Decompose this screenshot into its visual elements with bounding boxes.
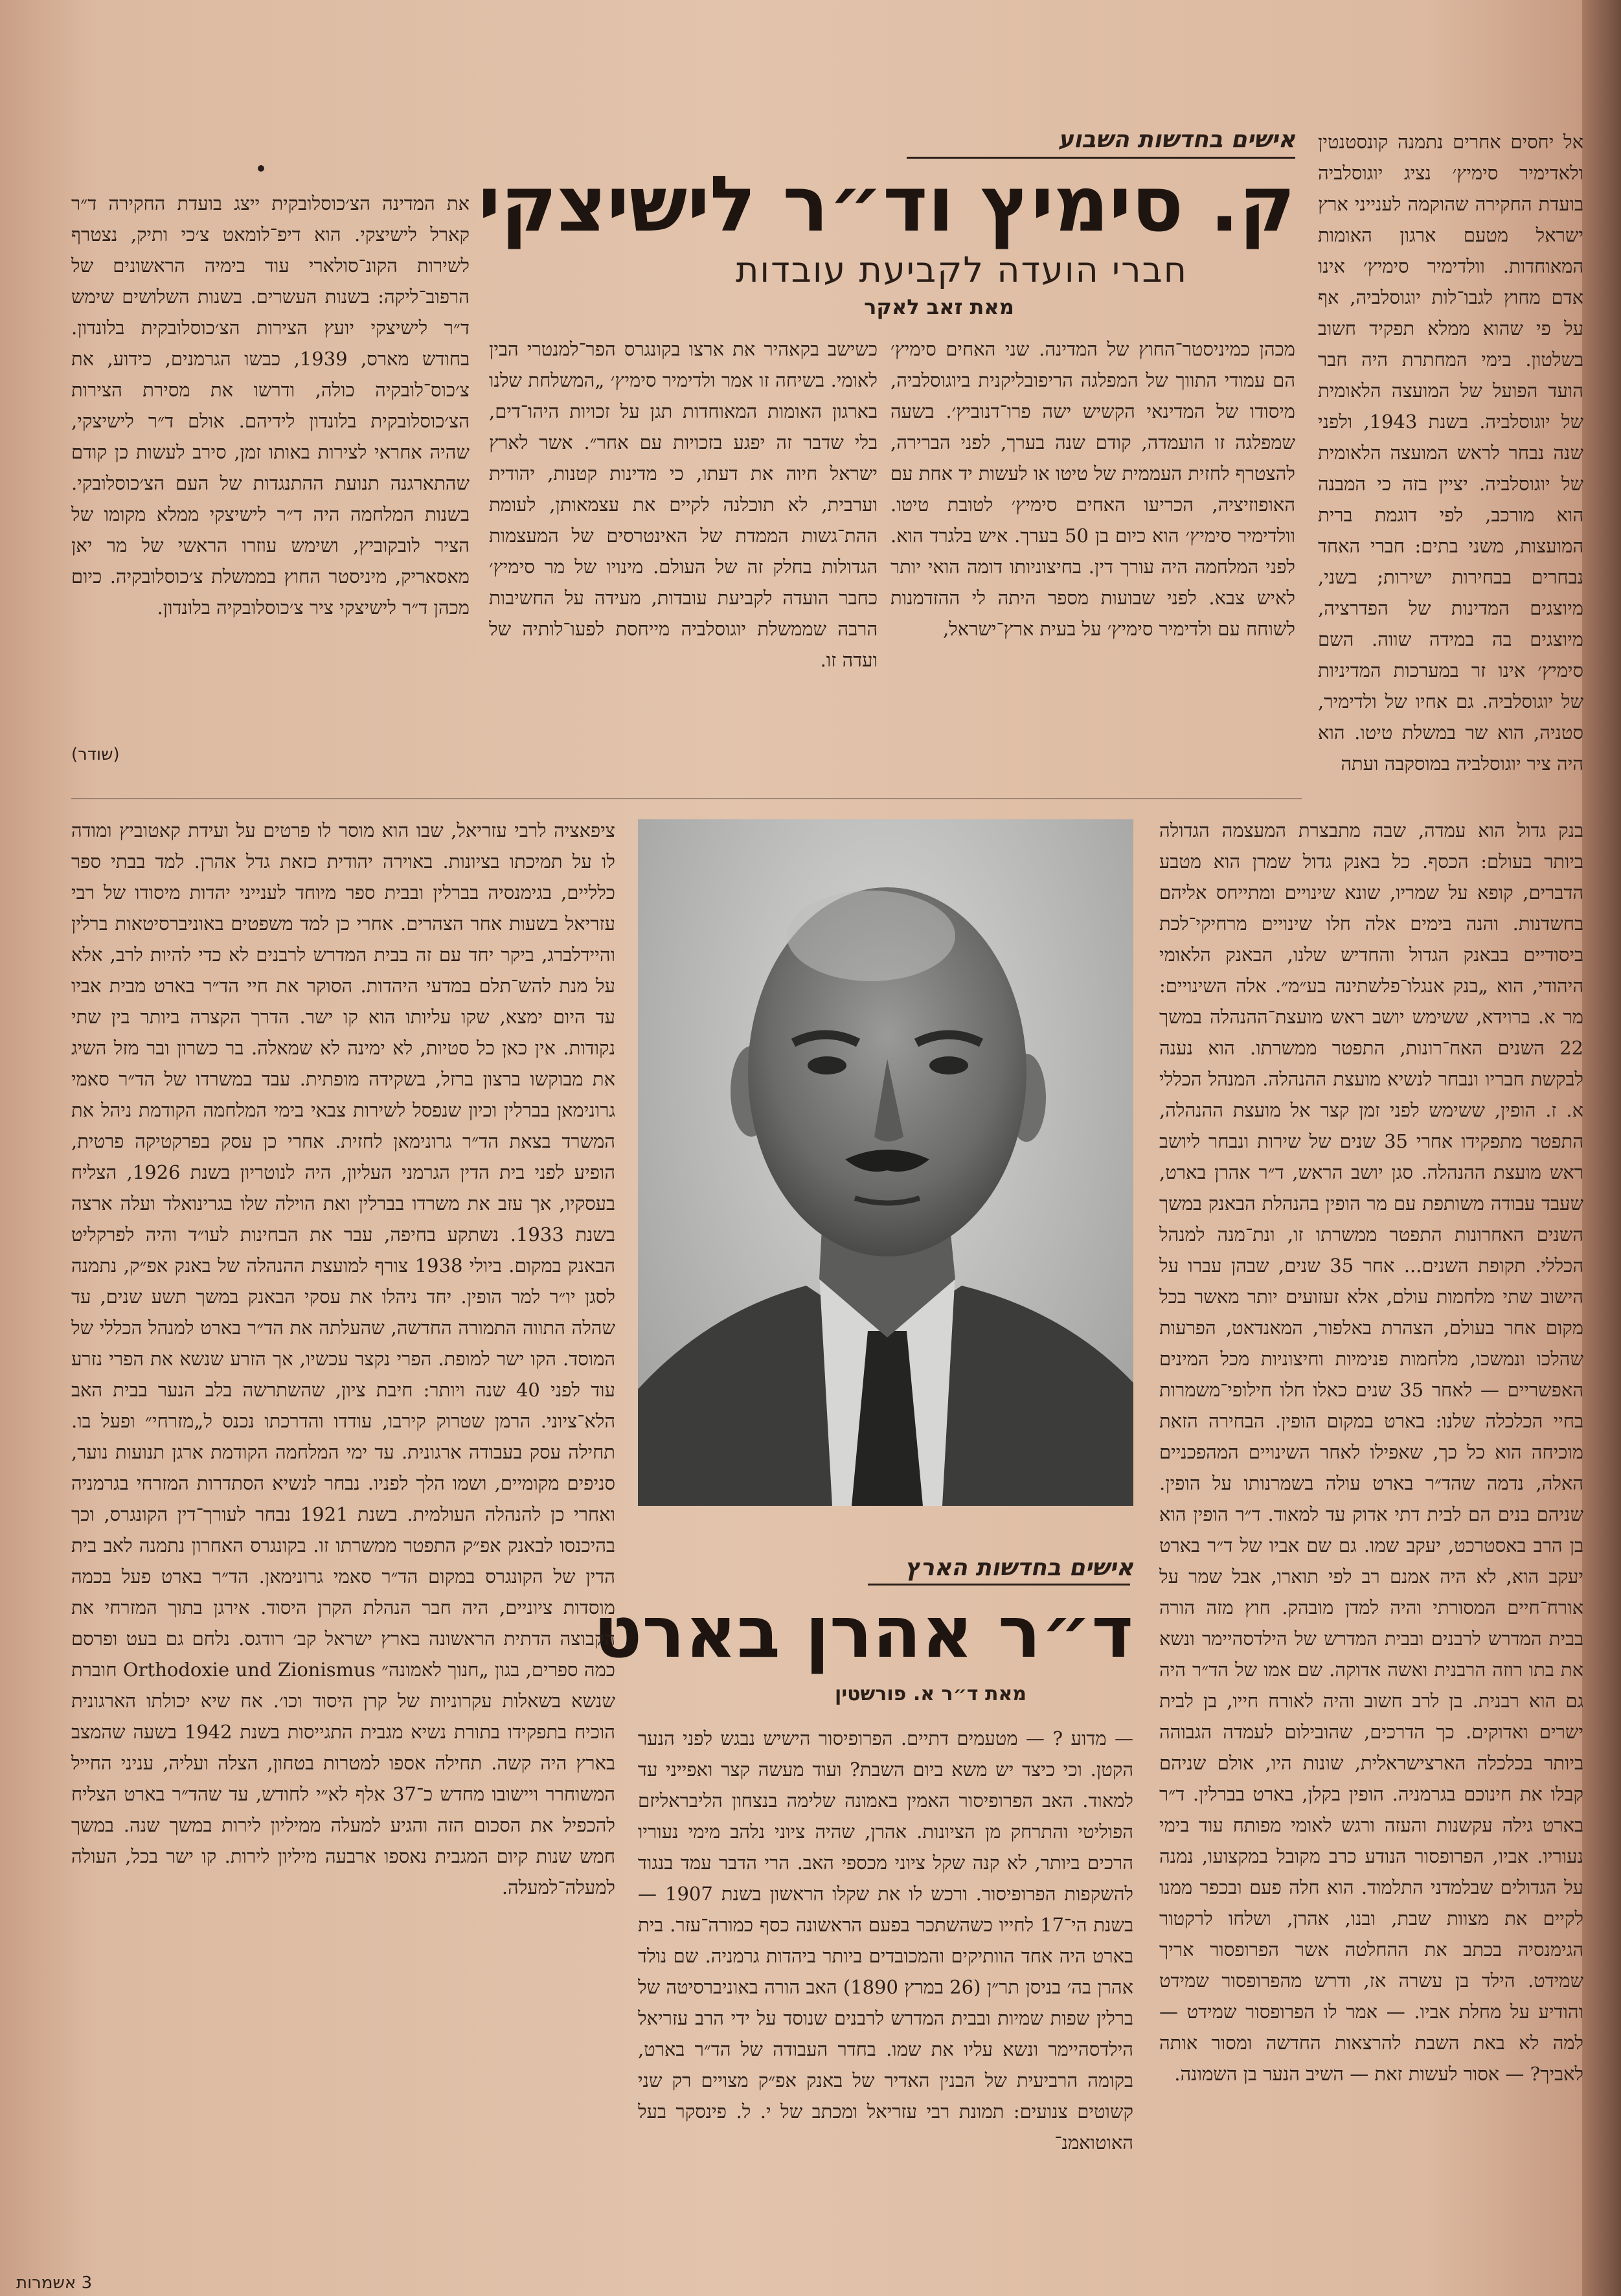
article1-credit: (שודר) (71, 745, 120, 764)
article2-headline: ד״ר אהרן בארט (593, 1591, 1133, 1674)
article1-headline: ק. סימיץ וד״ר לישיצקי (478, 159, 1295, 249)
portrait-photo-aharon-barth (638, 819, 1133, 1506)
article2-kicker-underline (868, 1584, 1130, 1586)
article2-column-right: בנק גדול הוא עמדה, שבה מתבצרת המעצמה הגדולה ביותר בעולם: הכסף. כל באנק גדול שמרן הוא מטבע הדברים, קופא על שמריו, שונא שינויים ומתייחס אליהם בחשדנות. והנה בימים אלה חלו שינויים מרחיקי־לכת ביסודיים בבאנק הגדול והחדיש שלנו, הבאנק הלאומי היהודי, הוא „בנק אנגלו־פלשתינה בע״מ״. אלה השינויים: מר א. ברוידא, ששימש יושב ראש מועצת־ההנהלה במשך 22 השנים האח־רונות, התפטר ממשרתו. הוא נענה לבקשת חבריו ונבחר לנשיא מועצת ההנהלה. המנהל הכללי א. ז. הופין, ששימש לפני זמן קצר אל מועצת ההנהלה, התפטר מתפקידו אחרי 35 שנים של שירות ונבחר ליושב ראש מועצת ההנהלה. סגן יושב הראש, ד״ר אהרן בארט, שעבד עבודה משותפת עם מר הופין בהנהלת הבאנק במשך השנים האחרונות התפטר ממשרתו זו, ונת־מנה למנהל הכללי. תקופת השנים... אחר 35 שנים, שבהן עברו על הישוב שתי מלחמות עולם, אלא זעזועים יותר מאשר בכל מקום אחר בעולם, הצהרת באלפור, המאנדאט, הפרעות שהלכו ונמשכו, מלחמות פנימיות וחיצוניות מכל המינים האפשריים — לאחר 35 שנים כאלו חלו חילופי־משמרות בחיי הכלכלה שלנו: בארט במקום הופין. הבחירה הזאת מוכיחה הוא כל כך, שאפילו לאחר השינויים המהפכניים האלה, נדמה שהד״ר בארט עולה בשמרנותו על הופין. שניהם בנים הם לבית דתי אדוק עד למאוד. ד״ר הופין הוא בן הרב באסטרכט, יעקב שמו. גם שם אביו של ד״ר בארט יעקב הוא, לא היה אמנם רב לפי תוארו, אבל שמר על אורח־חיים המסורתי והיה למדן מובהק. חוץ מזה הורה בבית המדרש לרבנים ובבית המדרש של הילדסהיימר ונשא את בתו רוזה הרבנית ואשה אדוקה. שם אמו של הד״ר היה גם הוא רבנית. בן לרב חשוב והיה לאורח חייו, בן לבית ישרים ואדוקים. כך הדרכים, שהובילום לעמדה הגבוהה ביותר בכלכלה הארצישראלית, שונות היו, אולם שניהם קבלו את חינוכם בגרמניה. הופין בקלן, בארט בברלין. ד״ר בארט גילה עקשנות והעזה ורגש לאומי מפותח עוד בימי נעוריו. אביו, הפרופסור הנודע כרב מקובל במקצועו, נמנה על הגדולים שבלמדני התלמוד. הוא חלה פעם ובכפר ממנו לקיים את מצוות שבת, ובנו, אהרן, ושלחו לרקטור הגימנסיה בכתב את ההחלטה אשר הפרופסור אריך שמידט. הילד בן עשרה אז, ודרש מהפרופסור שמידט והודיע על מחלת אביו. — אמר לו הפרופסור שמידט — למה לא באת השבת להרצאות החדשה ומסור אותה לאביך? — אסור לעשות זאת — השיב הנער בן השמונה. (1159, 819, 1583, 2085)
article1-column-right: מכהן כמיניסטר־החוץ של המדינה. שני האחים סימיץ׳ הם עמודי התווך של המפלגה הריפובליקנית ביוגוסלביה, מיסודו של המדינאי הקשיש ישה פרו־דנוביץ׳. בשעה שמפלגה זו הועמדה, קודם שנה בערך, לפני הברירה, להצטרף לחזית העממית של טיטו או לעשות יד אחת עם האופוזיציה, הכריעו האחים סימיץ׳ לטובת טיטו. וולדימיר סימיץ׳ הוא כיום בן 50 בערך. איש בלגרד הוא. לפני המלחמה היה עורך דין. בחיצוניותו דומה הואי יותר לאיש צבא. לפני שבועות מספר היתה לי ההזדמנות לשוחח עם ולדימיר סימיץ׳ על בעית ארץ־ישראל, (890, 338, 1295, 640)
article-divider (71, 798, 1302, 799)
article1-column-far-right: אל יחסים אחרים נתמנה קונסטנטין ולאדימיר סימיץ׳ נציג יוגוסלביה בועדת החקירה שהוקמה לענייני ארץ ישראל מטעם ארגון האומות המאוחדות. וולדימיר סימיץ׳ אינו אדם מחוץ לגבו־לות יוגוסלביה, אף על פי שהוא ממלא תפקיד חשוב בשלטון. בימי המחתרת היה חבר הועד הפועל של המועצה הלאומית של יוגוסלביה. בשנת 1943, ולפני שנה נבחר לראש המועצה הלאומית של יוגוסלביה. יציין בזה כי המבנה הוא מורכב, לפי דוגמת ברית המועצות, משני בתים: חברי האחד נבחרים בבחירות ישירות; בשני, מיוצגים המדינות של הפדרציה, מיוצגים בה במידה שווה. השם סימיץ׳ אינו זר במערכות המדיניות של יוגוסלביה. גם אחיו של ולדימיר, סטניה, הוא שר במשלת טיטו. הוא היה ציר יוגוסלביה במוסקבה ועתה (1318, 131, 1583, 775)
article1-kicker: אישים בחדשות השבוע (1058, 126, 1295, 153)
article2-kicker: אישים בחדשות הארץ (905, 1554, 1133, 1581)
article2-column-left: ציפאציה לרבי עזריאל, שבו הוא מוסר לו פרטים על ועידת קאטוביץ ומודה לו על תמיכתו בציונות. באוירה יהודית כזאת גדל אהרן. למד בבתי ספר כלליים, בגימנסיה בברלין ובבית ספר מיוחד לענייני יהדות מיסודו של רבי עזריאל בשעות אחר הצהרים. אחרי כן למד משפטים באוניברסיטאות ברלין והיידלברג, ביקר יחד עם זה בבית המדרש לרבנים לא כדי להיות לרב, אלא על מנת להש־תלם במדעי היהדות. הסוקר את חיי הד״ר בארט מבית אביו עד היום ימצא, שקו עליותו הוא קו ישר. הדרך הקצרה ביותר בין שתי נקודות. אין כאן כל סטיות, לא ימינה לא שמאלה. בר כשרון ובר מזל השיג את מבוקשו ברצון ברזל, בשקידה מופתית. עבד במשרדו של הד״ר סאמי גרונימאן בברלין וכיון שנפסל לשירות צבאי בימי המלחמה הקודמת ניהל את המשרד בצאת הד״ר גרונימאן לחזית. אחרי כן עסק בפרקטיקה פרטית, הופיע לפני בית הדין הגרמני העליון, היה לנוטריון בשנת 1926, הצליח בעסקיו, אך עזב את משרדו בברלין ואת הוילה שלו בגרינואלד ועלה ארצה בשנת 1933. נשתקע בחיפה, עבר את הבחינות לעו״ד והיה לפרקליט הבאנק במקום. ביולי 1938 צורף למועצת ההנהלה של באנק אפ״ק, נתמנה לסגן יו״ר למר הופין. יחד ניהלו את עסקי הבאנק במשך תשע שנים, עד שהלה התווה התמורה החדשה, שהעלתה את הד״ר בארט למנהל הכללי של המוסד. הקו ישר למופת. הפרי נקצר עכשיו, אך הזרע שנשא את הפרי נזרע עוד לפני 40 שנה ויותר: חיבת ציון, שהשתרשה בלב הנער בבית האב הלא־ציוני. הרמן שטרוק קירבו, עודדו והדרכתו נכנס ל„מזרחי״ ופעל בו. תחילה עסק בעבודה ארגונית. עד ימי המלחמה הקודמת ארגן תנועות נוער, סניפים מקומיים, ושמו הלך לפניו. נבחר לנשיא הסתדרות המזרחי בגרמניה ואחרי כן להנהלה העולמית. בשנת 1921 נבחר לעורך־דין הקונגרס, וכך בהיכנסו לבאנק אפ״ק התפטר ממשרתו זו. בקונגרס האחרון נתמנה לאב בית הדין של הקונגרס במקום הד״ר סאמי גרונימאן. הד״ר בארט פעל בכמה מוסדות ציוניים, היה חבר הנהלת הקרן היסוד. אירגן בתוך המזרחי את הקבוצה הדתית הראשונה בארץ ישראל קב׳ רודגס. נלחם גם בעט ופרסם כמה ספרים, בגון „חנוך לאמונה״ Orthodoxie und Zionismus חוברת שנשא בשאלות עקרוניות של קרן היסוד וכו׳. אח שיא יכולתו הארגונית הוכיח בתפקידו בתורת נשיא מגבית התגייסות בשנת 1942 בשעה שהמצב בארץ היה קשה. תחילה אספו למטרות בטחון, הצלה ועליה, עניני החייל המשוחרר ויישובו מחדש כ־37 אלף לא״י לחודש, עד שהד״ר בארט הצליח להכפיל את הסכום הזה והגיע למעלה ממיליון לירות במשך שנה. במשך חמש שנות קיום המגבית נאספו ארבעה מיליון לירות. קו ישר בכל, העולה למעלה־למעלה. (71, 819, 615, 1898)
portrait-illustration (638, 819, 1133, 1506)
article1-column-middle: כשישב בקאהיר את ארצו בקונגרס הפר־למנטרי הבין לאומי. בשיחה זו אמר ולדימיר סימיץ׳ „המשלחת שלנו בארגון האומות המאוחדות תגן על זכויות היהו־דים, בלי שדבר זה יפגע בזכויות עם אחר״. אשר לארץ ישראל חיוה את דעתו, כי מדינות קטנות, יהודית וערבית, לא תוכלנה לקיים את עצמאותן, לעומת ההת־גשות הממדת של האינטרסים של המעצמות הגדולות בחלק זה של העולם. מינויו של מר סימיץ׳ כחבר הועדה לקביעת עובדות, מעידה על החשיבות הרבה שממשלת יוגוסלביה מייחסת לפעו־לותיה של ועדה זו. (489, 338, 878, 671)
article1-byline: מאת זאב לאקר (864, 295, 1014, 319)
binding-spine (1582, 0, 1621, 2296)
article2-byline: מאת ד״ר א. פורשטין (835, 1683, 1026, 1705)
article1-column-left: את המדינה הצ׳כוסלובקית ייצג בועדת החקירה ד״ר קארל לישיצקי. הוא דיפ־לומאט צ׳כי ותיק, נצטרף לשירות הקונ־סולארי עוד בימיה הראשונים של הרפוב־ליקה: בשנות העשרים. בשנות השלושים שימש ד״ר לישיצקי יועץ הצירות הצ׳כוסלובקית בלונדון. בחודש מארס, 1939, כבשו הגרמנים, כידוע, את צ׳כוס־לובקיה כולה, ודרשו את מסירת הצירות הצ׳כוסלובקית בלונדון לידיהם. אולם ד״ר לישיצקי, שהיה אחראי לצירות באותו זמן, סירב לעשות כן קודם שהתארגנה תנועת ההתנגדות של העם הצ׳כוסלובקי. בשנות המלחמה היה ד״ר לישיצקי ממלא מקומו של הציר לובקוביץ, ושימש עוזרו הראשי של מר יאן מאסאריק, מיניסטר החוץ בממשלת צ׳כוסלובקיה. כיום מכהן ד״ר לישיצקי ציר צ׳כוסלובקיה בלונדון. (71, 192, 470, 619)
page-footer: 3 אשמרות (16, 2273, 93, 2293)
ornament-dot (258, 165, 264, 172)
article1-subtitle: חברי הועדה לקביעת עובדות (735, 249, 1188, 290)
article2-column-middle: — מדוע ? — מטעמים דתיים. הפרופיסור הישיש נבגש לפני הנער הקטן. וכי כיצד יש משא ביום השבת? ועוד מעשה קצר ואפייני עד למאוד. האב הפרופיסור האמין באמונה שלימה בנצחון הליבראליזם הפוליטי והתרחק מן הציונות. אהרן, שהיה ציוני נלהב מימי נעוריו הרכים ביותר, לא קנה שקל ציוני מכספי האב. הרי הדבר עמד בנגוד להשקפות הפרופיסור. ורכש לו את שקלו הראשון בשנת 1907 — בשנת הי־17 לחייו כשהשתכר בפעם הראשונה כסף כמורה־עזר. בית בארט היה אחד הוותיקים והמכובדים ביותר ביהדות גרמניה. שם נולד אהרן בה׳ בניסן תר״ן (26 במרץ 1890) האב הורה באוניברסיטה של ברלין שפות שמיות ובבית המדרש לרבנים שנוסד על ידי הרב עזריאל הילדסהיימר ונשא עליו את שמו. בחדר העבודה של הד״ר בארט, בקומה הרביעית של הבנין האדיר של באנק אפ״ק מצויים רק שני קשוטים צנועים: תמונת רבי עזריאל ומכתב של י. ל. פינסקר בעל האוטואמנ־ (638, 1727, 1133, 2154)
